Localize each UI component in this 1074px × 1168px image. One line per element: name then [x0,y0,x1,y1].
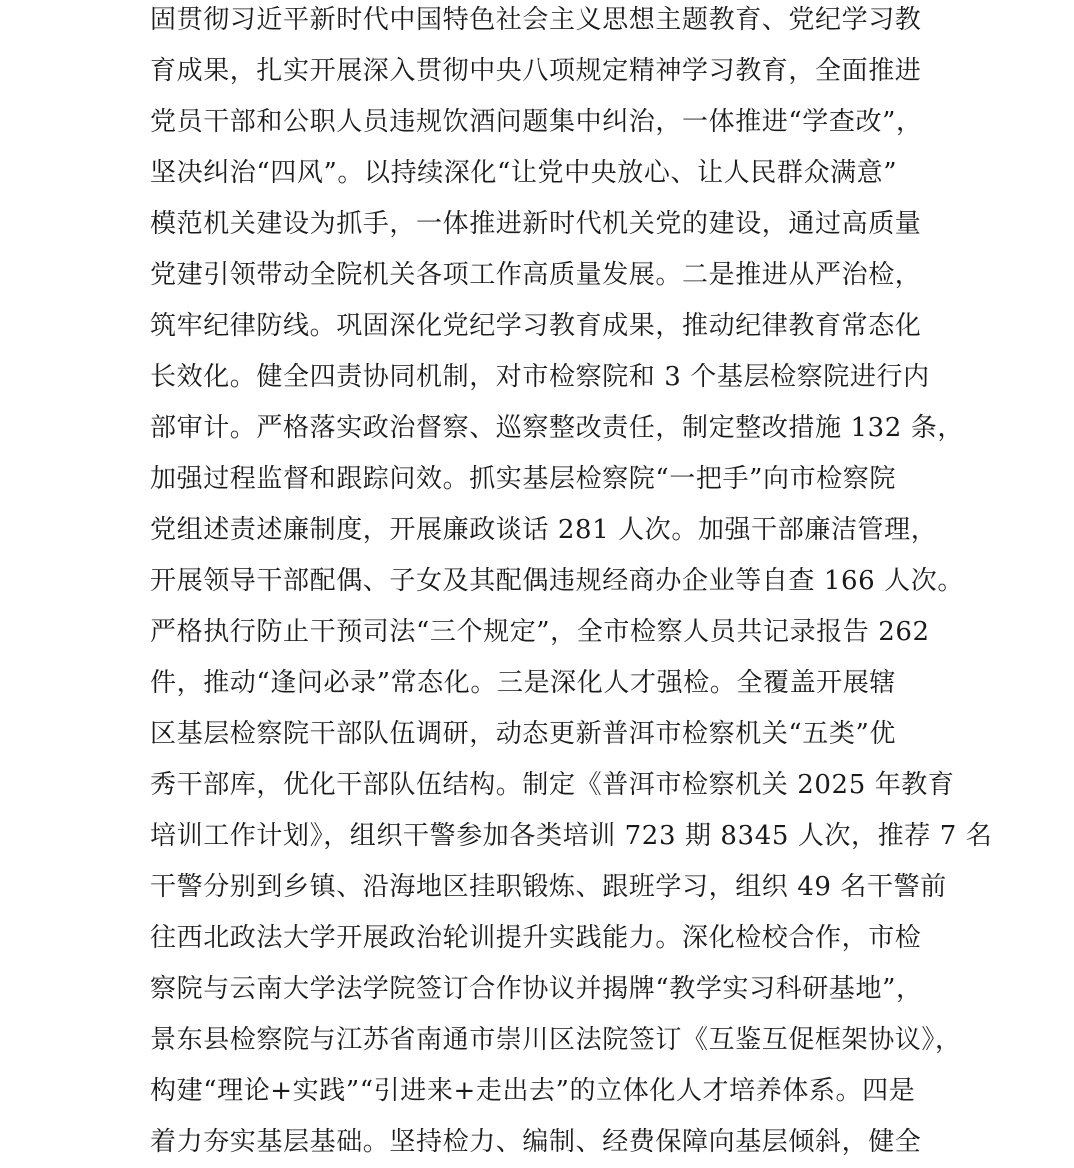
text-line: 秀干部库，优化干部队伍结构。制定《普洱市检察机关 2025 年教育 [150,770,955,800]
text-line: 坚决纠治“四风”。以持续深化“让党中央放心、让人民群众满意” [150,158,898,188]
text-line: 察院与云南大学法学院签订合作协议并揭牌“教学实习科研基地”， [150,974,923,1004]
text-line: 件，推动“逢问必录”常态化。三是深化人才强检。全覆盖开展辖 [150,668,896,698]
text-line: 严格执行防止干预司法“三个规定”，全市检察人员共记录报告 262 [150,617,930,647]
text-line: 育成果，扎实开展深入贯彻中央八项规定精神学习教育，全面推进 [150,56,922,86]
text-line: 党建引领带动全院机关各项工作高质量发展。二是推进从严治检， [150,260,922,290]
text-line: 培训工作计划》，组织干警参加各类培训 723 期 8345 人次，推荐 7 名 [150,821,993,851]
text-line: 筑牢纪律防线。巩固深化党纪学习教育成果，推动纪律教育常态化 [150,311,922,341]
text-line: 开展领导干部配偶、子女及其配偶违规经商办企业等自查 166 人次。 [150,566,964,596]
text-line: 往西北政法大学开展政治轮训提升实践能力。深化检校合作，市检 [150,923,922,953]
text-line: 构建“理论+实践”“引进来+走出去”的立体化人才培养体系。四是 [150,1076,916,1106]
text-line: 长效化。健全四责协同机制，对市检察院和 3 个基层检察院进行内 [150,362,930,392]
text-line: 党员干部和公职人员违规饮酒问题集中纠治，一体推进“学查改”， [150,107,923,137]
text-line: 着力夯实基层基础。坚持检力、编制、经费保障向基层倾斜，健全 [150,1127,922,1157]
text-line: 部审计。严格落实政治督察、巡察整改责任，制定整改措施 132 条， [150,413,964,443]
text-line: 党组述责述廉制度，开展廉政谈话 281 人次。加强干部廉洁管理， [150,515,938,545]
text-line: 加强过程监督和跟踪问效。抓实基层检察院“一把手”向市检察院 [150,464,896,494]
body-text [150,0,993,1168]
text-line: 模范机关建设为抓手，一体推进新时代机关党的建设，通过高质量 [150,209,922,239]
text-line: 区基层检察院干部队伍调研，动态更新普洱市检察机关“五类”优 [150,719,896,749]
text-line: 固贯彻习近平新时代中国特色社会主义思想主题教育、党纪学习教 [150,5,922,35]
text-line: 干警分别到乡镇、沿海地区挂职锻炼、跟班学习，组织 49 名干警前 [150,872,947,902]
text-line: 景东县检察院与江苏省南通市崇川区法院签订《互鉴互促框架协议》， [150,1025,962,1055]
